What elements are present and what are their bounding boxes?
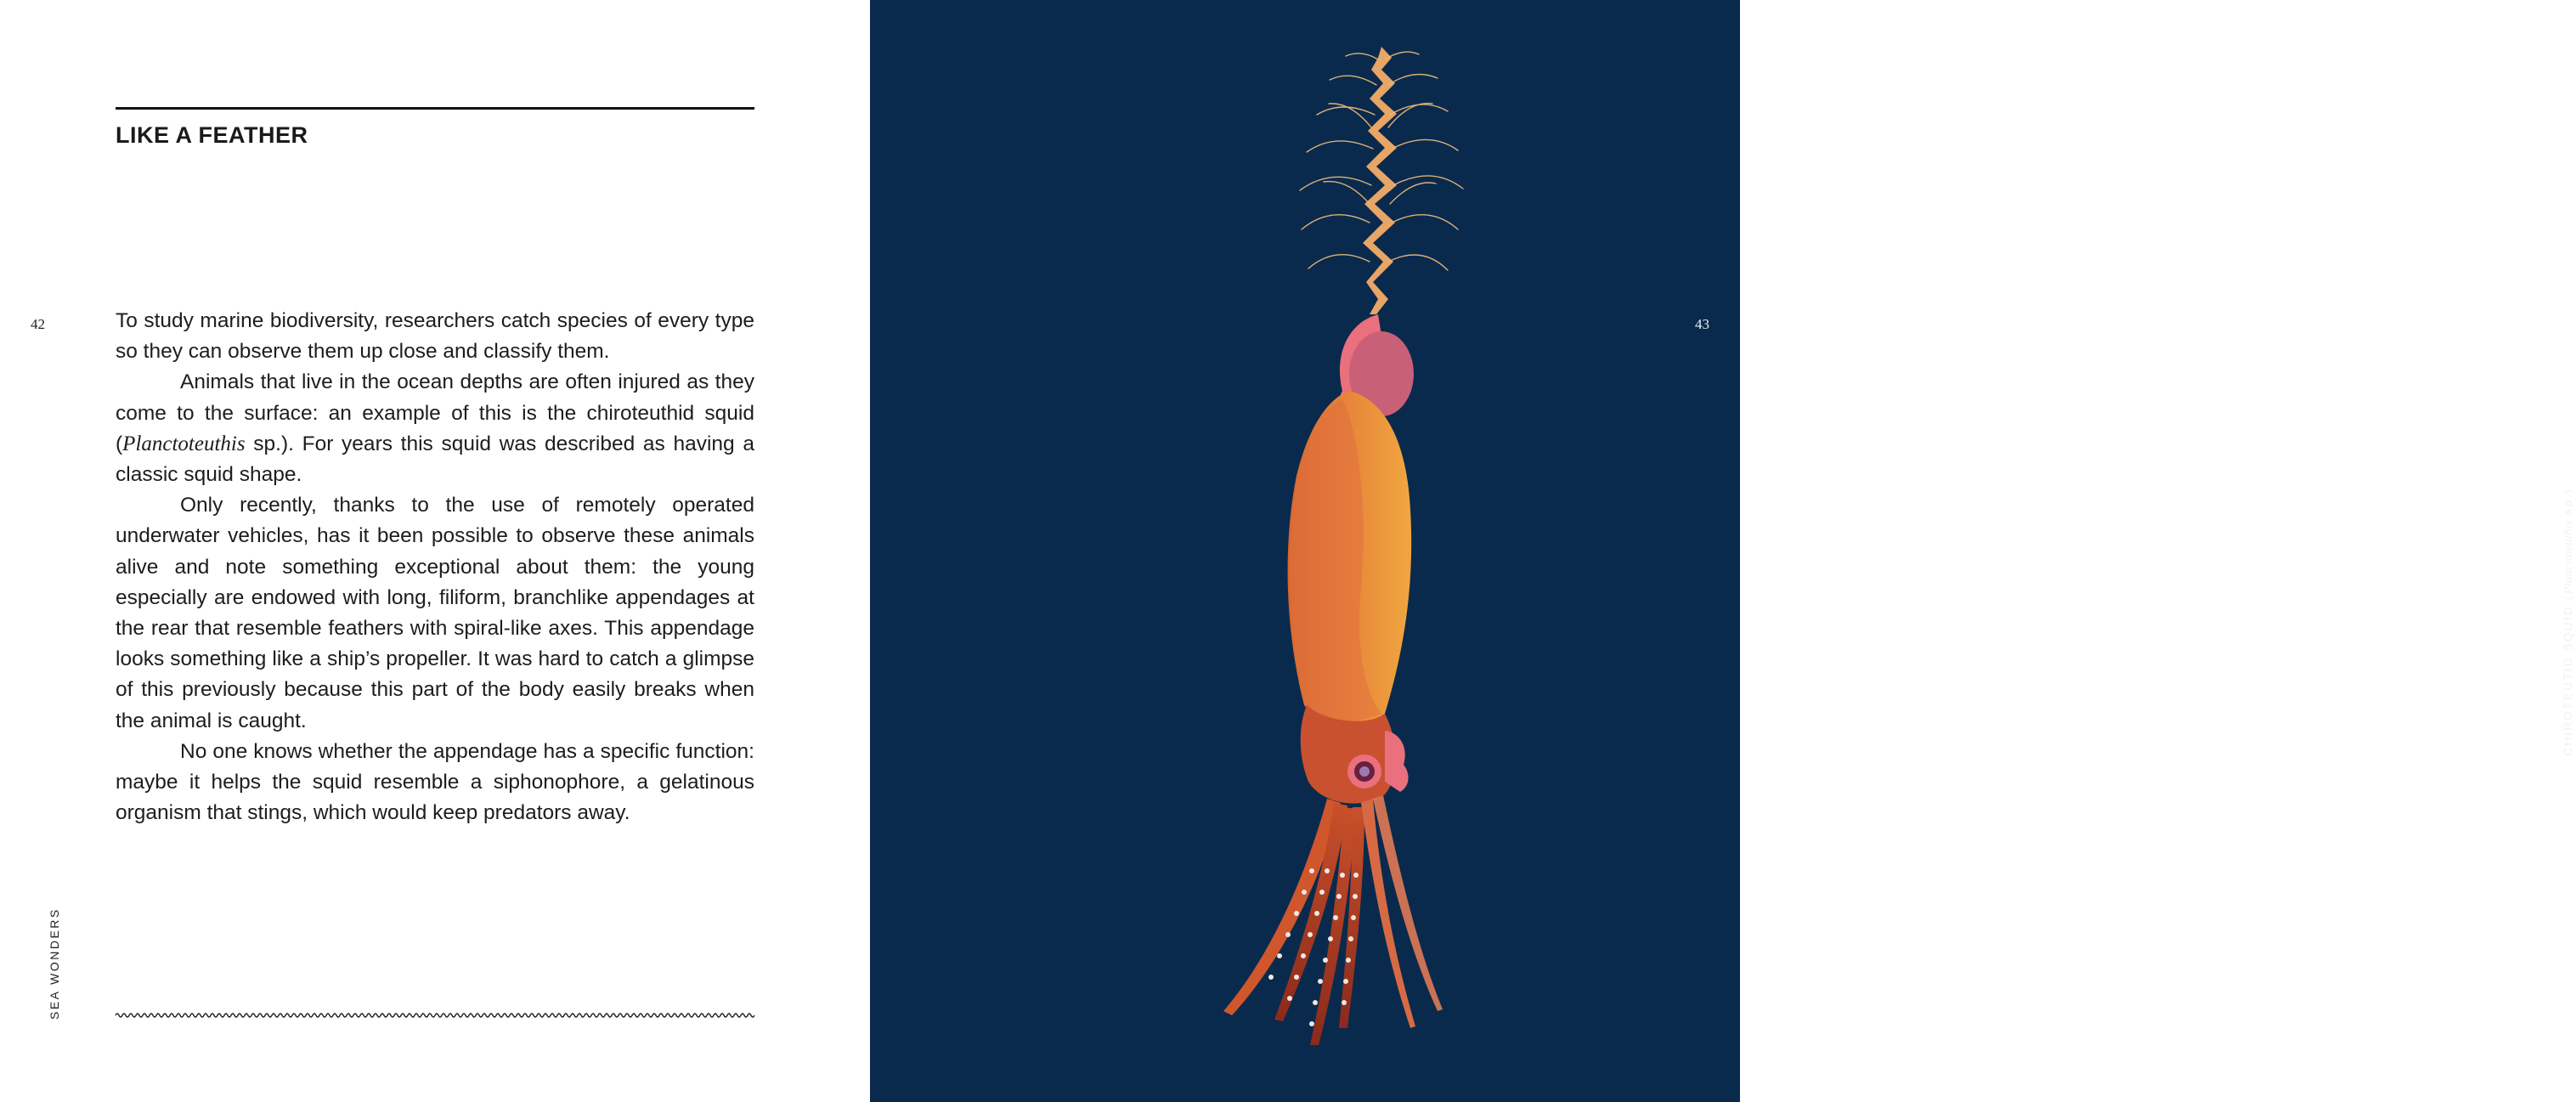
squid-arms [1223, 795, 1443, 1045]
wave-divider [116, 1011, 754, 1020]
illustration-caption [2561, 488, 2576, 756]
page-number-left: 42 [31, 316, 45, 332]
side-label-left: SEA WONDERS [48, 907, 61, 1020]
page-heading: LIKE A FEATHER [116, 122, 308, 148]
paragraph-1: To study marine biodiversity, researchers catch species of every type so they can observe them up close and classify them. [116, 309, 754, 364]
paragraph-2-end: sp.). For years this squid was described as having a classic squid shape. [116, 432, 754, 487]
paragraph-2 [116, 367, 754, 490]
species-name-italic: Planctoteuthis [122, 432, 246, 455]
page-number-right: 43 [1695, 316, 1709, 332]
caption-prefix: CHIROTEUTID SQUID ( [2561, 594, 2574, 756]
left-page [0, 0, 870, 1102]
paragraph-4: No one knows whether the appendage has a specific function: maybe it helps the squid resemble a siphonophore, a gelatinous organism that stings, which would keep predators away. [116, 739, 754, 825]
top-rule [116, 107, 754, 110]
paragraph-3: Only recently, thanks to the use of remotely operated underwater vehicles, has it been possible to observe these animals alive and note something exceptional about them: the young especially are endowed with long, filiform, branchlike appendages at the rear that resemble feathers with spiral-like axes. This appendage looks something like a ship’s propeller. It was hard to catch a glimpse of this previously because this part of the body easily breaks when the animal is caught. [116, 494, 754, 732]
caption-italic: Planctoteuthis [2562, 519, 2575, 595]
body-text [116, 306, 754, 828]
feather-appendage [1300, 47, 1463, 314]
paragraph-2-start: Animals that live in the ocean depths are often injured as they come to the surface: an example of this is the chiroteuthid squid ( [116, 370, 754, 455]
caption-suffix: sp.) [2561, 488, 2574, 520]
squid-illustration [1130, 34, 1453, 1071]
